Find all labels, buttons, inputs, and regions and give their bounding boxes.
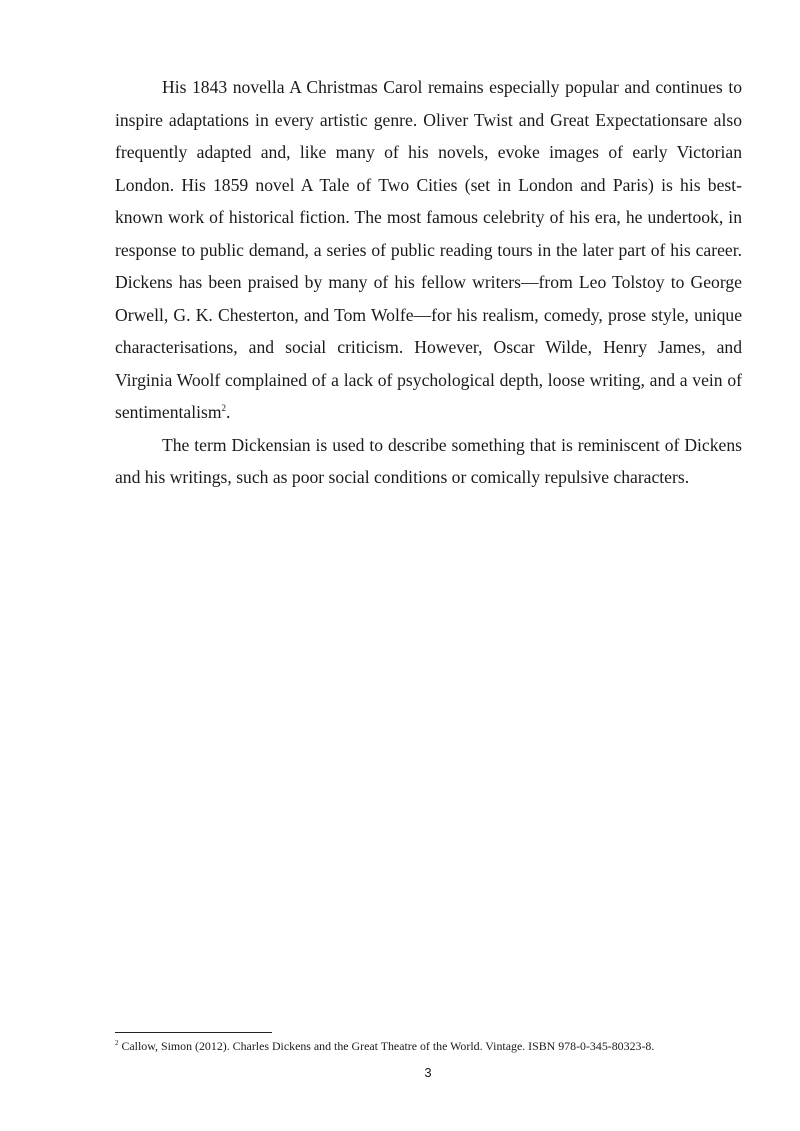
footnote-text: Callow, Simon (2012). Charles Dickens and the Great Theatre of the World. Vintage. ISBN 978-0-345-80323-8. (118, 1039, 655, 1053)
paragraph-1-end: . (226, 402, 231, 422)
footnote-reference[interactable]: 2 (221, 403, 227, 414)
footnote-marker: 2 (115, 1039, 119, 1048)
paragraph-1 (115, 71, 742, 429)
body-text (115, 71, 742, 494)
paragraph-1-text: His 1843 novella A Christmas Carol remains especially popular and continues to inspire adaptations in every artistic genre. Oliver Twist and Great Expectationsare also frequently adapted and, like many of his novels, evoke images of early Victorian London. His 1859 novel A Tale of Two Cities (set in London and Paris) is his best-known work of historical fiction. The most famous celebrity of his era, he undertook, in response to public demand, a series of public reading tours in the later part of his career. Dickens has been praised by many of his fellow writers—from Leo Tolstoy to George Orwell, G. K. Chesterton, and Tom Wolfe—for his realism, comedy, prose style, unique characterisations, and social criticism. However, Oscar Wilde, Henry James, and Virginia Woolf complained of a lack of psychological depth, loose writing, and a vein of sentimentalism (115, 77, 742, 422)
page-number: 3 (424, 1065, 432, 1080)
paragraph-2: The term Dickensian is used to describe something that is reminiscent of Dickens and his writings, such as poor social conditions or comically repulsive characters. (115, 434, 742, 487)
footnote-separator (115, 1032, 272, 1033)
footnote (115, 1039, 755, 1054)
